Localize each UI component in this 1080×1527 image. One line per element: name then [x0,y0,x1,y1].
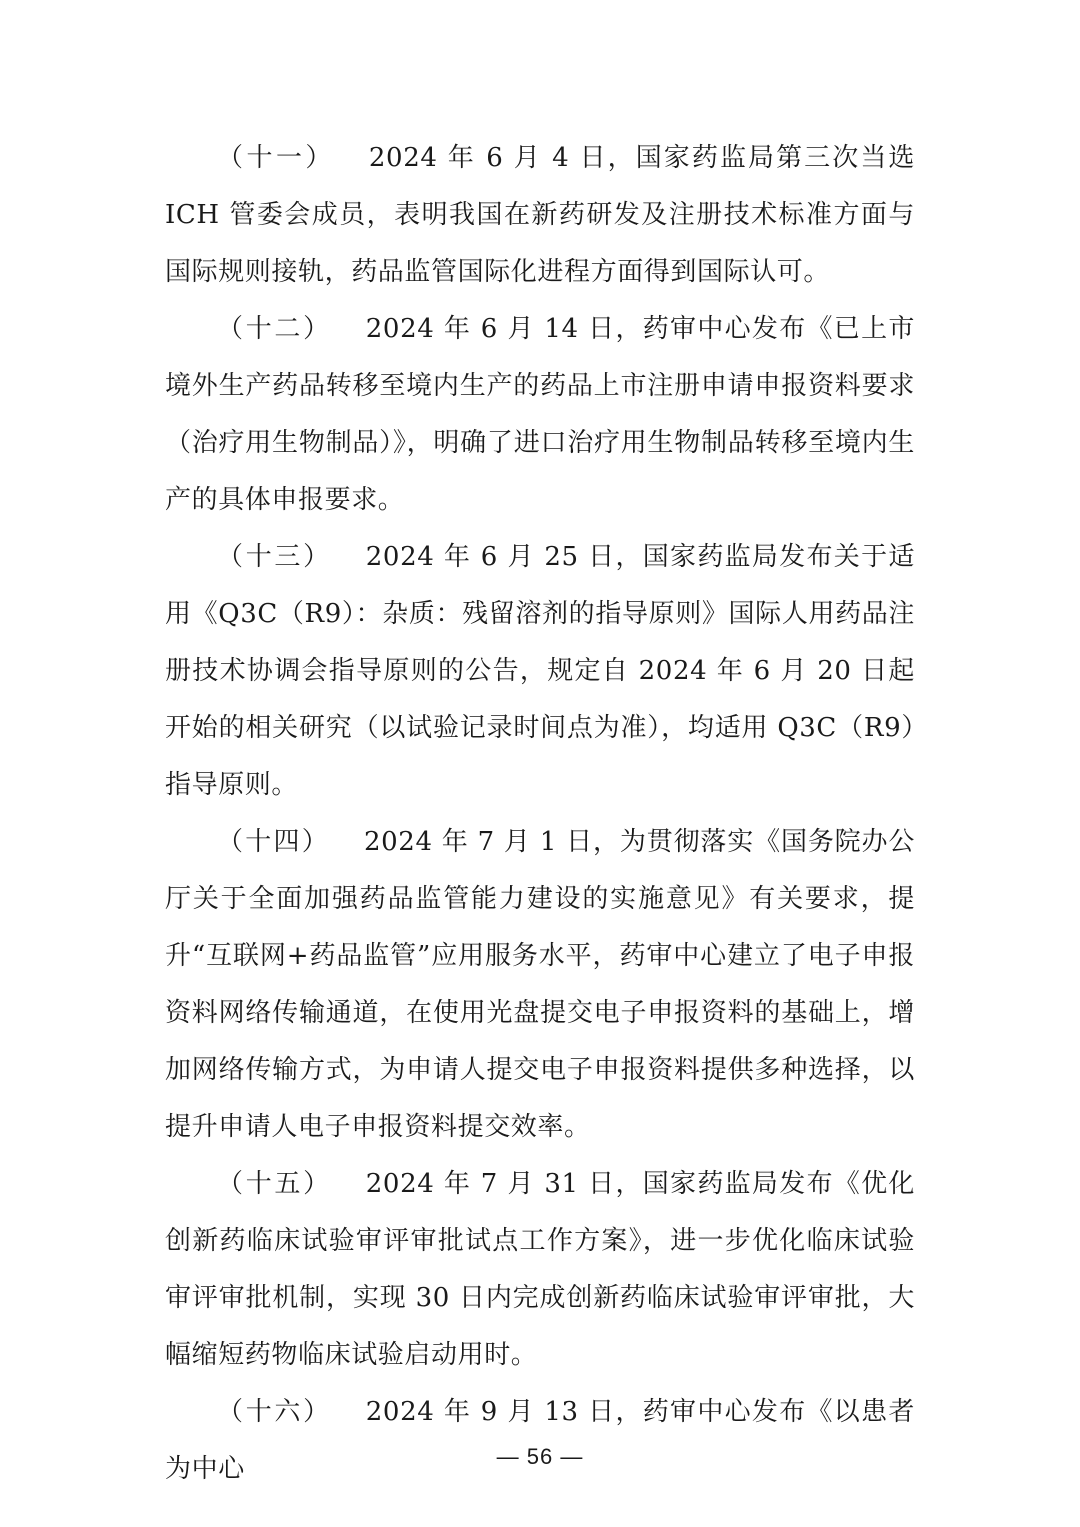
paragraph-text: 2024 年 7 月 31 日，国家药监局发布《优化创新药临床试验审评审批试点工作方案》，进一步优化临床试验审评审批机制，实现 30 日内完成创新药临床试验审评审批，大幅缩短药物临床试验启动用时。 [165,1169,915,1370]
paragraph-11 [165,130,915,301]
page-number: — 56 — [496,1444,584,1469]
paragraph-number: （十二） [217,314,332,344]
paragraph-text: 2024 年 6 月 14 日，药审中心发布《已上市境外生产药品转移至境内生产的药品上市注册申请申报资料要求（治疗用生物制品）》，明确了进口治疗用生物制品转移至境内生产的具体申报要求。 [165,314,915,515]
document-body [165,130,915,1498]
paragraph-number: （十五） [217,1169,332,1199]
paragraph-number: （十一） [217,143,335,173]
paragraph-12 [165,301,915,529]
paragraph-text: 2024 年 9 月 13 日，药审中心发布《以患者为中心 [165,1397,915,1484]
paragraph-number: （十六） [217,1397,332,1427]
paragraph-text: 2024 年 6 月 25 日，国家药监局发布关于适用《Q3C（R9）：杂质：残留溶剂的指导原则》国际人用药品注册技术协调会指导原则的公告，规定自 2024 年 6 月 20 日起开始的相关研究（以试验记录时间点为准），均适用 Q3C（R9）指导原则。 [165,542,915,800]
paragraph-14 [165,814,915,1156]
paragraph-15 [165,1156,915,1384]
paragraph-number: （十四） [217,827,331,857]
paragraph-text: 2024 年 6 月 4 日，国家药监局第三次当选 ICH 管委会成员，表明我国在新药研发及注册技术标准方面与国际规则接轨，药品监管国际化进程方面得到国际认可。 [165,143,915,287]
paragraph-16 [165,1384,915,1498]
paragraph-text: 2024 年 7 月 1 日，为贯彻落实《国务院办公厅关于全面加强药品监管能力建设的实施意见》有关要求，提升“互联网+药品监管”应用服务水平，药审中心建立了电子申报资料网络传输通道，在使用光盘提交电子申报资料的基础上，增加网络传输方式，为申请人提交电子申报资料提供多种选择，以提升申请人电子申报资料提交效率。 [165,827,915,1142]
paragraph-13 [165,529,915,814]
paragraph-number: （十三） [217,542,332,572]
